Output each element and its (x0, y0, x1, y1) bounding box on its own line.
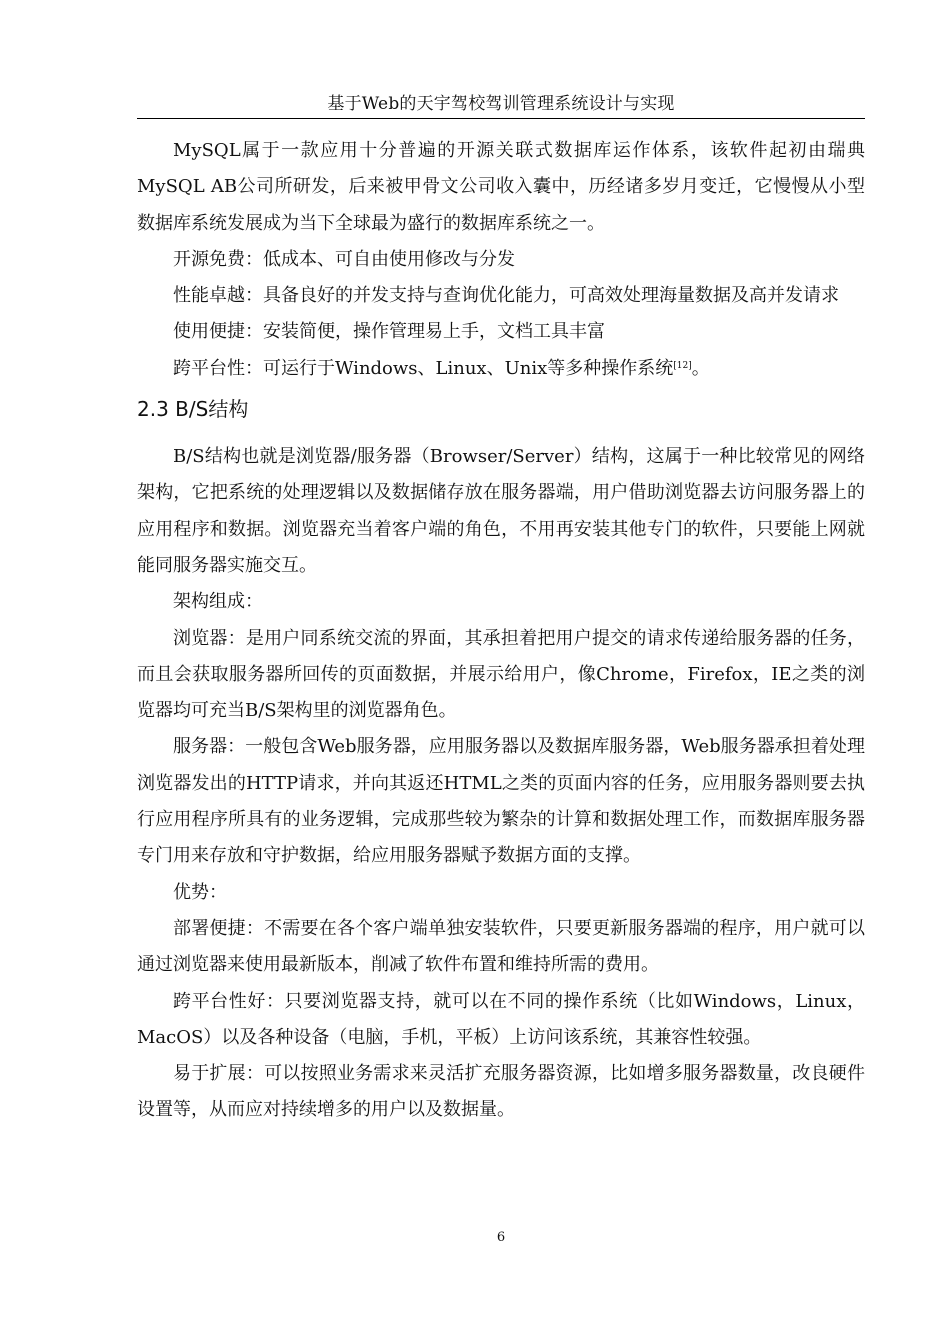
section-heading-bs: 2.3 B/S结构 (137, 397, 249, 422)
paragraph-mysql-intro: MySQL属于一款应用十分普遍的开源关联式数据库运作体系，该软件起初由瑞典MySQL AB公司所研发，后来被甲骨文公司收入囊中，历经诸多岁月变迁，它慢慢从小型数据库系统发展成为当下全球最为盛行的数据库系统之一。 (137, 140, 865, 234)
paragraph-architecture-label: 架构组成： (173, 591, 263, 613)
cross-platform-end: 。 (691, 357, 710, 379)
paragraph-advantages-label: 优势： (173, 881, 227, 903)
paragraph-cross-platform (137, 351, 865, 387)
paragraph-scalability: 易于扩展：可以按照业务需求来灵活扩充服务器资源，比如增多服务器数量，改良硬件设置等，从而应对持续增多的用户以及数据量。 (137, 1063, 865, 1121)
citation-12: [12] (673, 360, 692, 371)
paragraph-deployment: 部署便捷：不需要在各个客户端单独安装软件，只要更新服务器端的程序，用户就可以通过浏览器来使用最新版本，削减了软件布置和维持所需的费用。 (137, 917, 865, 976)
paragraph-performance: 性能卓越：具备良好的并发支持与查询优化能力，可高效处理海量数据及高并发请求 (173, 285, 839, 307)
paragraph-ease-of-use: 使用便捷：安装简便，操作管理易上手，文档工具丰富 (173, 321, 605, 343)
running-header: 基于Web的天宇驾校驾训管理系统设计与实现 (327, 94, 675, 114)
paragraph-open-source: 开源免费：低成本、可自由使用修改与分发 (173, 248, 515, 270)
cross-platform-text: 跨平台性：可运行于Windows、Linux、Unix等多种操作系统 (173, 357, 674, 379)
page-body (137, 133, 865, 1129)
paragraph-browser: 浏览器：是用户同系统交流的界面，其承担着把用户提交的请求传递给服务器的任务，而且会获取服务器所回传的页面数据，并展示给用户，像Chrome，Firefox，IE之类的浏览器均可充当B/S架构里的浏览器角色。 (137, 627, 865, 722)
page-number: 6 (496, 1230, 506, 1245)
paragraph-cross-platform-bs: 跨平台性好：只要浏览器支持，就可以在不同的操作系统（比如Windows，Linux，MacOS）以及各种设备（电脑，手机，平板）上访问该系统，其兼容性较强。 (137, 990, 865, 1048)
paragraph-server: 服务器：一般包含Web服务器，应用服务器以及数据库服务器，Web服务器承担着处理浏览器发出的HTTP请求，并向其返还HTML之类的页面内容的任务，应用服务器则要去执行应用程序所具有的业务逻辑，完成那些较为繁杂的计算和数据处理工作，而数据库服务器专门用来存放和守护数据，给应用服务器赋予数据方面的支撑。 (137, 736, 865, 867)
header-rule (137, 118, 865, 119)
paragraph-bs-intro: B/S结构也就是浏览器/服务器（Browser/Server）结构，这属于一种比较常见的网络架构，它把系统的处理逻辑以及数据储存放在服务器端，用户借助浏览器去访问服务器上的应用程序和数据。浏览器充当着客户端的角色，不用再安装其他专门的软件，只要能上网就能同服务器实施交互。 (137, 446, 865, 576)
